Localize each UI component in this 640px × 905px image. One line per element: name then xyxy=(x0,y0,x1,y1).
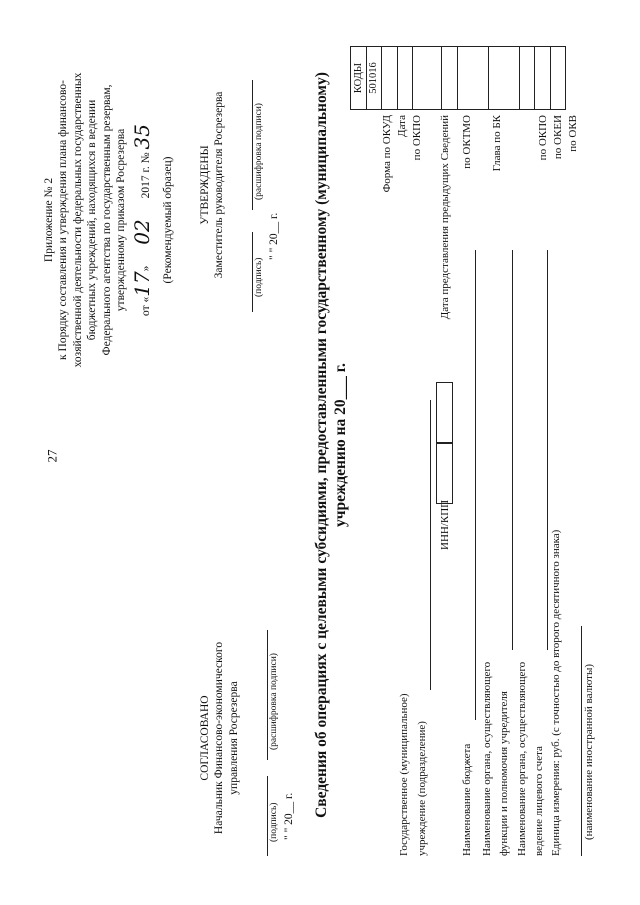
okpo-label: по ОКПО xyxy=(411,115,423,161)
page-number: 27 xyxy=(44,449,60,463)
date-label: Дата xyxy=(396,115,408,137)
okpo2-cell[interactable] xyxy=(519,47,535,110)
inn-kpp-box[interactable] xyxy=(436,442,453,504)
agreed-position: управления Росрезерва xyxy=(227,681,240,795)
currency-field[interactable] xyxy=(581,626,582,856)
inn-kpp-box[interactable] xyxy=(436,382,453,444)
appendix-line: Федерального агентства по государственным резервам, xyxy=(100,84,113,356)
okv-label: по ОКВ xyxy=(567,115,579,152)
handwritten-number: 35 xyxy=(130,124,155,150)
date-prefix: от « xyxy=(140,296,153,317)
founder-field[interactable] xyxy=(512,250,513,650)
appendix-line: бюджетных учреждений, находящихся в ведении xyxy=(86,99,99,341)
codes-header: КОДЫ xyxy=(351,47,367,110)
account-label: Наименование органа, осуществляющего xyxy=(516,661,528,856)
okpo2-label: по ОКПО xyxy=(537,115,549,161)
approved-sign-caption: (подпись) xyxy=(254,257,264,297)
okpo-cell[interactable] xyxy=(397,47,413,110)
agreed-sign-line xyxy=(267,776,268,856)
codes-table xyxy=(350,46,566,110)
approved-position: Заместитель руководителя Росрезерва xyxy=(213,91,226,279)
agreed-decode-caption: (расшифровка подписи) xyxy=(269,653,279,750)
appendix-date xyxy=(130,30,155,410)
form-title xyxy=(312,30,351,860)
year-text: 2017 г. № xyxy=(140,152,153,199)
appendix-header xyxy=(42,30,176,410)
institution-label: Государственное (муниципальное) xyxy=(398,693,410,856)
founder-label: Наименование органа, осуществляющего xyxy=(481,661,493,856)
approved-sign-line xyxy=(252,232,253,312)
appendix-line: к Порядку составления и утверждения плана финансово- xyxy=(57,80,70,360)
bk-label: Глава по БК xyxy=(491,115,503,172)
institution-label: учреждение (подразделение) xyxy=(416,721,428,856)
prev-date-cell[interactable] xyxy=(442,47,458,110)
okud-label: Форма по ОКУД xyxy=(381,115,393,193)
form-title-line: учреждению на 20___ г. xyxy=(332,363,350,527)
budget-field[interactable] xyxy=(475,250,476,720)
form-sheet xyxy=(20,20,620,880)
appendix-line: хозяйственной деятельности федеральных государственных xyxy=(71,72,84,368)
approved-block xyxy=(198,55,227,315)
budget-label: Наименование бюджета xyxy=(461,743,473,856)
okv-cell[interactable] xyxy=(550,47,566,110)
agreed-title: СОГЛАСОВАНО xyxy=(199,695,211,781)
okei-cell[interactable] xyxy=(535,47,551,110)
agreed-date: " " 20__ г. xyxy=(283,792,295,840)
date-suffix: » xyxy=(140,265,153,272)
handwritten-month: 02 xyxy=(130,219,155,245)
founder-label: функции и полномочия учредителя xyxy=(498,691,510,856)
inn-kpp-code-cell[interactable] xyxy=(413,47,442,110)
approved-decode-caption: (расшифровка подписи) xyxy=(254,103,264,200)
agreed-position: Начальник Финансово-экономического xyxy=(213,641,226,835)
okei-label: по ОКЕИ xyxy=(552,115,564,160)
oktmo-cell[interactable] xyxy=(457,47,488,110)
account-field[interactable] xyxy=(547,250,548,650)
bk-cell[interactable] xyxy=(488,47,519,110)
appendix-line: утвержденному приказом Росрезерва xyxy=(114,128,127,312)
approved-decode-line xyxy=(252,80,253,210)
oktmo-label: по ОКТМО xyxy=(461,115,473,169)
unit-label: Единица измерения: руб. (с точностью до второго десятичного знака) xyxy=(550,529,562,856)
approved-date: " " 20__ г. xyxy=(268,212,280,260)
prev-date-label: Дата представления предыдущих Сведений xyxy=(439,115,451,320)
okud-code: 501016 xyxy=(366,47,382,110)
date-cell[interactable] xyxy=(382,47,398,110)
account-label: ведение лицевого счета xyxy=(533,746,545,856)
inn-kpp-label: ИНН/КПП xyxy=(439,499,451,550)
appendix-line: Приложение № 2 xyxy=(43,177,55,263)
institution-field[interactable] xyxy=(430,400,431,690)
agreed-sign-caption: (подпись) xyxy=(269,802,279,842)
handwritten-day: 17 xyxy=(130,271,155,297)
agreed-block xyxy=(198,618,241,858)
approved-title: УТВЕРЖДЕНЫ xyxy=(199,145,211,225)
form-title-line: Сведения об операциях с целевыми субсидиями, предоставленными государственному (муниципальному) xyxy=(313,72,330,818)
currency-caption: (наименование иностранной валюты) xyxy=(583,664,595,840)
recommended-sample: (Рекомендуемый образец) xyxy=(162,156,175,284)
agreed-decode-line xyxy=(267,630,268,760)
